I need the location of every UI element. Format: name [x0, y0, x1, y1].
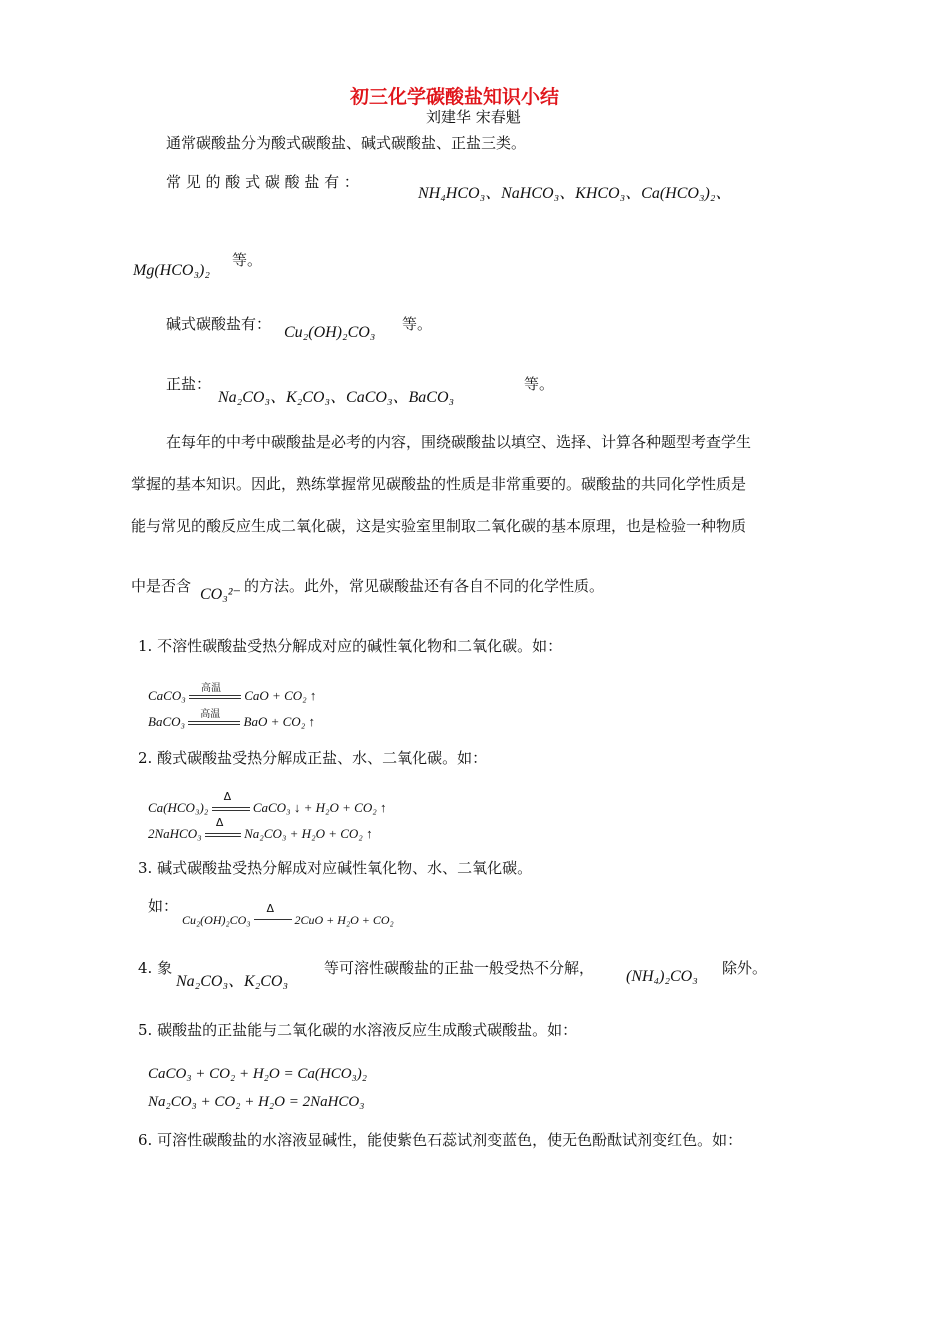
- eq5-right: 2CuO + H₂O + CO₂: [294, 913, 394, 927]
- equation-6: CaCO₃ + CO₂ + H₂O = Ca(HCO₃)₂: [148, 1066, 367, 1082]
- carbonate-ion-formula: CO₃²⁻: [200, 586, 242, 603]
- equation-5: [182, 902, 394, 928]
- paragraph-line-1: 在每年的中考中碳酸盐是必考的内容，围绕碳酸盐以填空、选择、计算各种题型考查学生: [166, 433, 752, 451]
- eq1-left: CaCO₃: [148, 688, 186, 703]
- condition-high-temp-2: 高温: [200, 709, 221, 720]
- eq2-left: BaCO₃: [148, 714, 186, 729]
- paragraph-line-3: 能与常见的酸反应生成二氧化碳，这是实验室里制取二氧化碳的基本原理，也是检验一种物质: [131, 517, 747, 535]
- eq3-left: Ca(HCO₃)₂: [148, 800, 209, 815]
- eq3-right: CaCO₃ ↓ + H₂O + CO₂ ↑: [252, 800, 387, 815]
- item-4-b: 等可溶性碳酸盐的正盐一般受热不分解，: [324, 959, 595, 977]
- condition-heat-3: Δ: [266, 902, 275, 915]
- acid-salts-formulas: NH₄HCO₃、NaHCO₃、KHCO₃、Ca(HCO₃)₂、: [418, 185, 732, 202]
- etc-2: 等。: [402, 315, 433, 333]
- authors: 刘建华 宋春魁: [426, 108, 521, 126]
- item-5: 5. 碳酸盐的正盐能与二氧化碳的水溶液反应生成酸式碳酸盐。如：: [138, 1021, 578, 1039]
- eq1-right: CaO + CO₂ ↑: [244, 688, 317, 703]
- eq4-right: Na₂CO₃ + H₂O + CO₂ ↑: [244, 826, 373, 841]
- item-6: 6. 可溶性碳酸盐的水溶液显碱性，能使紫色石蕊试剂变蓝色，使无色酚酞试剂变红色。如：: [138, 1131, 743, 1149]
- item-4-c: 除外。: [722, 959, 768, 977]
- equation-7: Na₂CO₃ + CO₂ + H₂O = 2NaHCO₃: [148, 1094, 365, 1110]
- condition-high-temp-1: 高温: [201, 683, 221, 694]
- item-1: 1. 不溶性碳酸盐受热分解成对应的碱性氧化物和二氧化碳。如：: [138, 637, 563, 655]
- basic-salts-label: 碱式碳酸盐有：: [166, 315, 272, 333]
- normal-salts-formulas: Na₂CO₃、K₂CO₃、CaCO₃、BaCO₃: [218, 389, 455, 406]
- etc-1: 等。: [232, 251, 263, 269]
- condition-heat-2: Δ: [215, 816, 224, 829]
- equation-1: [148, 683, 317, 704]
- eq5-left: Cu₂(OH)₂CO₃: [182, 913, 251, 927]
- basic-salts-formula: Cu₂(OH)₂CO₃: [284, 324, 376, 341]
- acid-salts-formula-mg: Mg(HCO₃)₂: [133, 262, 210, 279]
- equation-2: [148, 709, 315, 730]
- item-4-a: 4. 象: [138, 959, 173, 977]
- item-4-formula: Na₂CO₃、K₂CO₃: [176, 973, 289, 990]
- paragraph-line-2: 掌握的基本知识。因此，熟练掌握常见碳酸盐的性质是非常重要的。碳酸盐的共同化学性质是: [131, 475, 747, 493]
- etc-3: 等。: [524, 375, 555, 393]
- item-2: 2. 酸式碳酸盐受热分解成正盐、水、二氧化碳。如：: [138, 749, 488, 767]
- eq2-right: BaO + CO₂ ↑: [243, 714, 315, 729]
- equation-3: [148, 790, 387, 816]
- paragraph-line-4a: 中是否含: [131, 577, 192, 595]
- equation-4: [148, 816, 373, 842]
- normal-salts-label: 正盐：: [166, 375, 212, 393]
- paragraph-line-4b: 的方法。此外，常见碳酸盐还有各自不同的化学性质。: [244, 577, 605, 595]
- eq4-left: 2NaHCO₃: [148, 826, 202, 841]
- condition-heat-1: Δ: [223, 790, 232, 803]
- item-4-formula-2: (NH₄)₂CO₃: [626, 968, 698, 985]
- page-title: 初三化学碳酸盐知识小结: [350, 86, 560, 108]
- item-3-example-label: 如：: [148, 897, 179, 915]
- acid-salts-label: 常 见 的 酸 式 碳 酸 盐 有 ：: [166, 173, 359, 191]
- item-3: 3. 碱式碳酸盐受热分解成对应碱性氧化物、水、二氧化碳。: [138, 859, 533, 877]
- intro-text: 通常碳酸盐分为酸式碳酸盐、碱式碳酸盐、正盐三类。: [166, 134, 527, 152]
